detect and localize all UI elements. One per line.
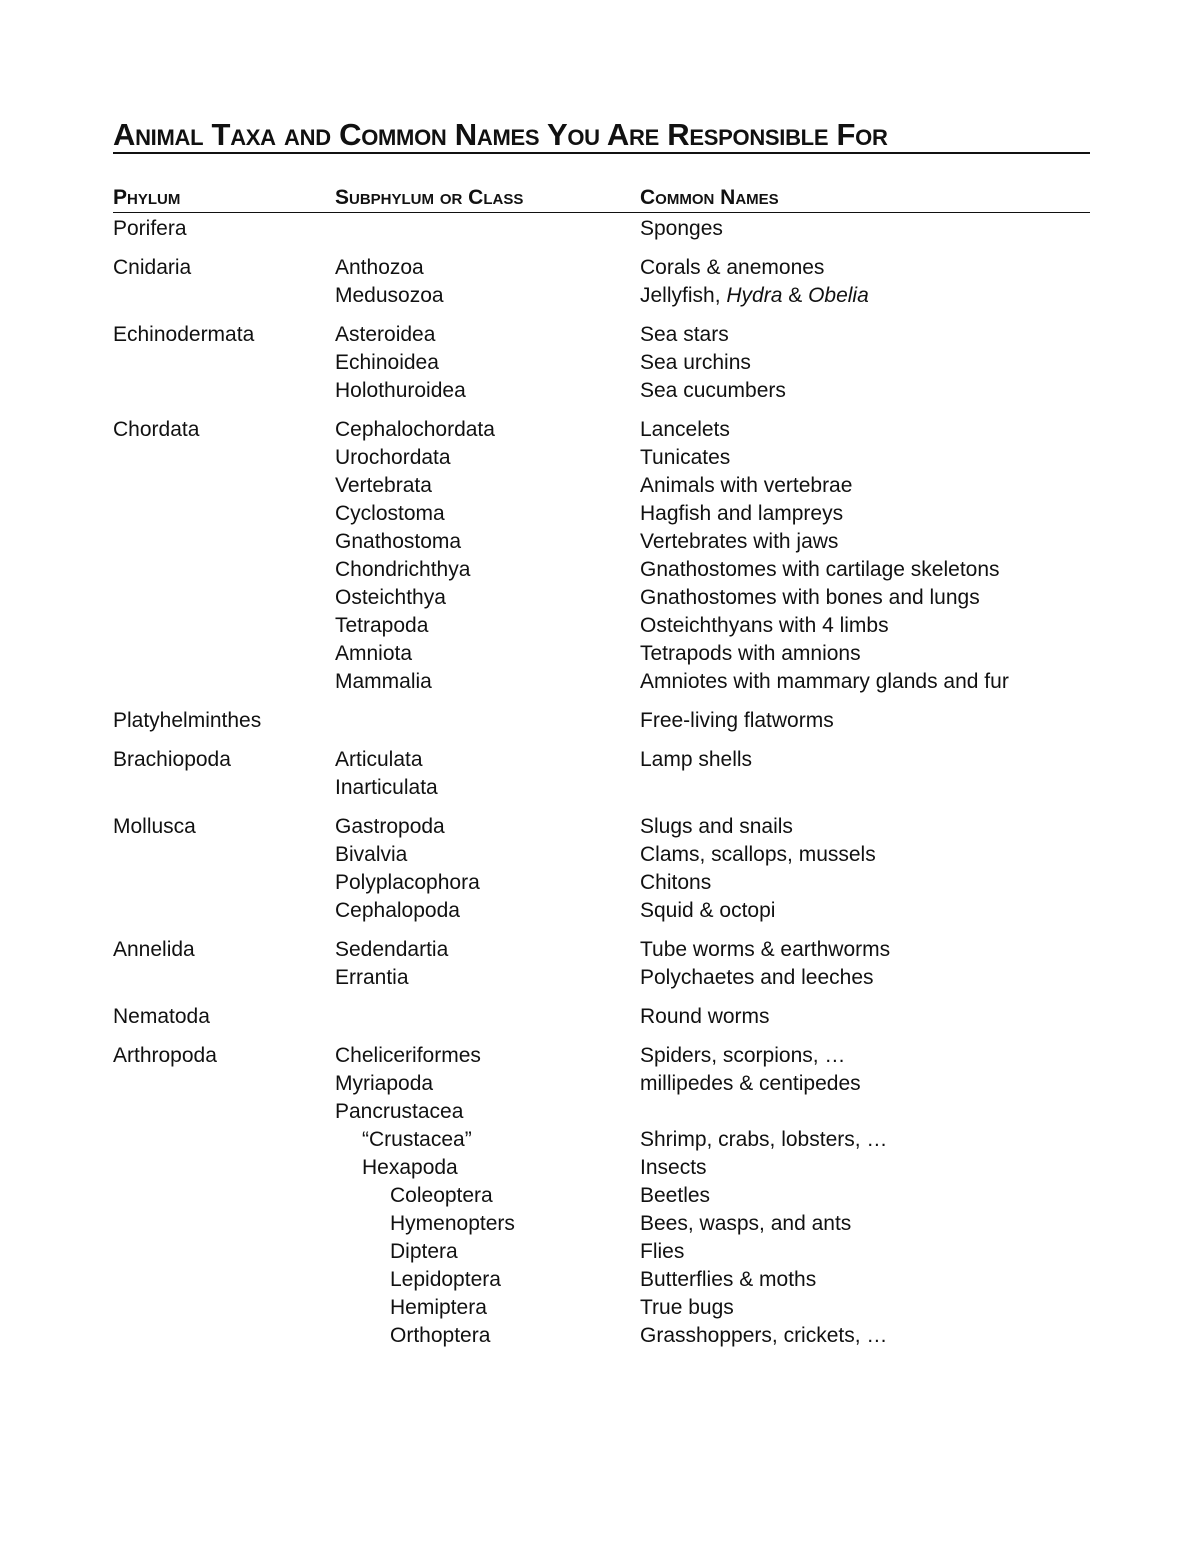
table-row <box>113 215 1090 243</box>
table-row <box>113 500 1090 528</box>
subphylum-cell: Medusozoa <box>335 284 444 307</box>
phylum-cell: Chordata <box>113 418 200 441</box>
subphylum-cell: Amniota <box>335 642 413 665</box>
subphylum-cell: Urochordata <box>335 446 451 469</box>
common-name-cell: Vertebrates with jaws <box>640 530 839 553</box>
table-row <box>113 668 1090 696</box>
common-name-part: Jellyfish, <box>640 284 727 307</box>
common-name-cell: Flies <box>640 1240 685 1263</box>
subphylum-cell: Diptera <box>390 1240 458 1263</box>
table-row <box>113 282 1090 310</box>
phylum-cell: Porifera <box>113 217 187 240</box>
common-name-part: Hydra <box>726 284 783 307</box>
header-rule <box>113 212 1090 213</box>
common-name-cell: Tunicates <box>640 446 731 469</box>
subphylum-cell: Chondrichthya <box>335 558 471 581</box>
table-row <box>113 936 1090 964</box>
subphylum-cell: Asteroidea <box>335 323 436 346</box>
subphylum-cell: Inarticulata <box>335 776 438 799</box>
table-row <box>113 707 1090 735</box>
table-row <box>113 746 1090 774</box>
table-row <box>113 1294 1090 1322</box>
common-name-cell: Tube worms & earthworms <box>640 938 891 961</box>
subphylum-cell: Anthozoa <box>335 256 424 279</box>
common-name-cell: Slugs and snails <box>640 815 793 838</box>
common-name-cell: Sea stars <box>640 323 729 346</box>
phylum-cell: Mollusca <box>113 815 196 838</box>
phylum-cell: Cnidaria <box>113 256 192 279</box>
subphylum-cell: Holothuroidea <box>335 379 466 402</box>
common-name-cell: Osteichthyans with 4 limbs <box>640 614 889 637</box>
table-row <box>113 1154 1090 1182</box>
table-row <box>113 813 1090 841</box>
common-name-cell: Squid & octopi <box>640 899 776 922</box>
common-name-cell: Chitons <box>640 871 712 894</box>
subphylum-cell: Hymenopters <box>390 1212 515 1235</box>
page-title: Animal Taxa and Common Names You Are Responsible For <box>113 117 888 152</box>
subphylum-cell: Lepidoptera <box>390 1268 501 1291</box>
table-row <box>113 349 1090 377</box>
subphylum-cell: Orthoptera <box>390 1324 491 1347</box>
subphylum-cell: Coleoptera <box>390 1184 493 1207</box>
common-name-cell: Free-living flatworms <box>640 709 834 732</box>
common-name-cell: Beetles <box>640 1184 711 1207</box>
common-name-part: & <box>782 284 809 307</box>
taxa-table-body <box>113 215 1090 1350</box>
common-name-cell: Shrimp, crabs, lobsters, … <box>640 1128 888 1151</box>
phylum-cell: Nematoda <box>113 1005 210 1028</box>
subphylum-cell: Cheliceriformes <box>335 1044 481 1067</box>
common-name-cell: Corals & anemones <box>640 256 825 279</box>
common-name-cell: Round worms <box>640 1005 770 1028</box>
subphylum-cell: Polyplacophora <box>335 871 480 894</box>
phylum-cell: Platyhelminthes <box>113 709 262 732</box>
common-name-cell: Grasshoppers, crickets, … <box>640 1324 888 1347</box>
common-name-cell: Lamp shells <box>640 748 753 771</box>
phylum-cell: Annelida <box>113 938 195 961</box>
table-row <box>113 1042 1090 1070</box>
common-name-cell: Butterflies & moths <box>640 1268 817 1291</box>
table-row <box>113 444 1090 472</box>
table-row <box>113 1003 1090 1031</box>
table-row <box>113 528 1090 556</box>
subphylum-cell: Cephalopoda <box>335 899 460 922</box>
table-header <box>113 186 1090 210</box>
table-row <box>113 321 1090 349</box>
common-name-cell <box>640 282 869 310</box>
table-row <box>113 1070 1090 1098</box>
subphylum-cell: “Crustacea” <box>362 1128 472 1151</box>
table-row <box>113 869 1090 897</box>
table-row <box>113 1238 1090 1266</box>
subphylum-cell: Articulata <box>335 748 423 771</box>
common-name-cell: Sponges <box>640 217 723 240</box>
common-name-cell: Insects <box>640 1156 707 1179</box>
table-row <box>113 1210 1090 1238</box>
table-row <box>113 1182 1090 1210</box>
subphylum-cell: Pancrustacea <box>335 1100 464 1123</box>
subphylum-cell: Sedendartia <box>335 938 449 961</box>
title-rule <box>113 152 1090 154</box>
table-row <box>113 416 1090 444</box>
phylum-cell: Brachiopoda <box>113 748 231 771</box>
common-name-cell: Tetrapods with amnions <box>640 642 861 665</box>
table-row <box>113 584 1090 612</box>
common-name-cell: Animals with vertebrae <box>640 474 853 497</box>
table-row <box>113 556 1090 584</box>
common-name-cell: Sea cucumbers <box>640 379 786 402</box>
subphylum-cell: Vertebrata <box>335 474 432 497</box>
subphylum-cell: Tetrapoda <box>335 614 429 637</box>
common-name-cell: Spiders, scorpions, … <box>640 1044 846 1067</box>
table-row <box>113 377 1090 405</box>
table-row <box>113 774 1090 802</box>
subphylum-cell: Cephalochordata <box>335 418 495 441</box>
phylum-cell: Echinodermata <box>113 323 255 346</box>
table-row <box>113 254 1090 282</box>
subphylum-cell: Gastropoda <box>335 815 445 838</box>
common-name-cell: Hagfish and lampreys <box>640 502 844 525</box>
common-name-cell: millipedes & centipedes <box>640 1072 861 1095</box>
header-subphylum-or-class: Subphylum or Class <box>335 186 524 209</box>
subphylum-cell: Echinoidea <box>335 351 439 374</box>
header-common-names: Common Names <box>640 186 779 209</box>
table-row <box>113 964 1090 992</box>
subphylum-cell: Mammalia <box>335 670 432 693</box>
table-row <box>113 472 1090 500</box>
common-name-cell: Bees, wasps, and ants <box>640 1212 852 1235</box>
phylum-cell: Arthropoda <box>113 1044 217 1067</box>
subphylum-cell: Cyclostoma <box>335 502 445 525</box>
subphylum-cell: Gnathostoma <box>335 530 462 553</box>
common-name-cell: Clams, scallops, mussels <box>640 843 876 866</box>
common-name-cell: Gnathostomes with bones and lungs <box>640 586 980 609</box>
table-row <box>113 1098 1090 1126</box>
table-row <box>113 897 1090 925</box>
common-name-cell: Lancelets <box>640 418 730 441</box>
common-name-cell: True bugs <box>640 1296 734 1319</box>
subphylum-cell: Errantia <box>335 966 409 989</box>
table-row <box>113 841 1090 869</box>
common-name-cell: Sea urchins <box>640 351 751 374</box>
subphylum-cell: Hemiptera <box>390 1296 487 1319</box>
subphylum-cell: Bivalvia <box>335 843 408 866</box>
table-row <box>113 1322 1090 1350</box>
common-name-cell: Amniotes with mammary glands and fur <box>640 670 1009 693</box>
table-row <box>113 612 1090 640</box>
header-phylum: Phylum <box>113 186 181 209</box>
subphylum-cell: Myriapoda <box>335 1072 434 1095</box>
common-name-part: Obelia <box>808 284 869 307</box>
common-name-cell: Polychaetes and leeches <box>640 966 874 989</box>
table-row <box>113 1126 1090 1154</box>
subphylum-cell: Hexapoda <box>362 1156 458 1179</box>
subphylum-cell: Osteichthya <box>335 586 446 609</box>
table-row <box>113 640 1090 668</box>
table-row <box>113 1266 1090 1294</box>
common-name-cell: Gnathostomes with cartilage skeletons <box>640 558 1000 581</box>
